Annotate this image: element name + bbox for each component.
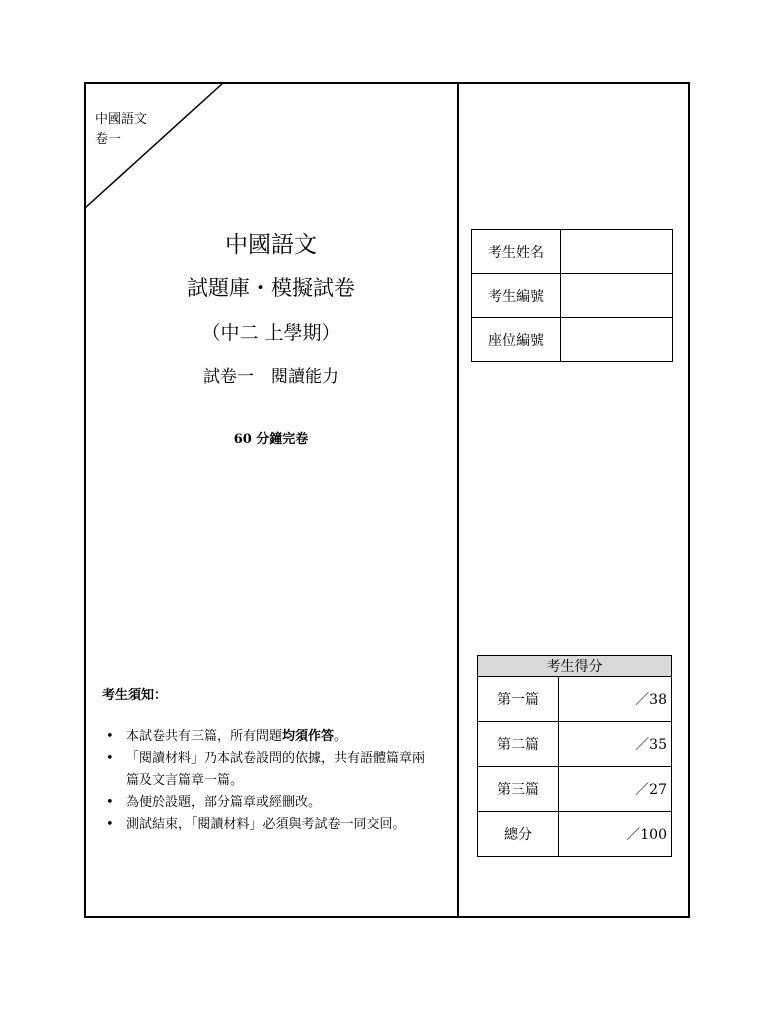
list-item [106,748,436,792]
table-row [478,722,672,767]
score-table [477,655,672,857]
title-level: （中二 上學期） [201,322,341,344]
seat-number-field[interactable] [561,318,673,362]
corner-label [95,110,147,150]
title-subject: 中國語文 [225,232,317,258]
candidate-info-table [471,229,673,362]
section1-label: 第一篇 [478,677,559,722]
table-row [478,812,672,857]
notice-list [106,726,436,836]
table-row [478,677,672,722]
section3-label: 第三篇 [478,767,559,812]
list-item [106,792,436,814]
table-row [478,767,672,812]
candidate-number-field[interactable] [561,274,673,318]
exam-duration: 60 分鐘完卷 [233,432,309,447]
notice-heading: 考生須知： [102,688,168,703]
bullet-icon: • [106,795,114,810]
bullet-icon: • [106,751,114,766]
corner-paper: 卷一 [95,132,122,147]
title-bank: 試題庫・模擬試卷 [187,276,355,300]
list-item [106,726,436,748]
title-paper: 試卷一 閱讀能力 [203,367,339,387]
candidate-name-field[interactable] [561,230,673,274]
column-divider [457,82,459,918]
score-heading: 考生得分 [478,656,672,677]
table-row [472,318,673,362]
seat-number-label: 座位編號 [472,318,561,362]
list-item [106,814,436,836]
notice-emphasis: 均須作答 [282,729,335,744]
table-header-row [478,656,672,677]
candidate-number-label: 考生編號 [472,274,561,318]
notice-text: 為便於設題，部分篇章或經刪改。 [126,795,322,810]
section2-label: 第二篇 [478,722,559,767]
corner-subject: 中國語文 [95,112,148,127]
notice-text: 「閱讀材料」乃本試卷設問的依據，共有語體篇章兩篇及文言篇章一篇。 [126,751,426,788]
candidate-name-label: 考生姓名 [472,230,561,274]
section1-score: ／38 [559,677,672,722]
table-row [472,230,673,274]
notice-text: 測試結束，「閱讀材料」必須與考試卷一同交回。 [126,817,406,832]
notice-text: 。 [334,729,348,744]
notice-text: 本試卷共有三篇，所有問題 [126,729,283,744]
section3-score: ／27 [559,767,672,812]
total-label: 總分 [478,812,559,857]
total-score: ／100 [559,812,672,857]
section2-score: ／35 [559,722,672,767]
table-row [472,274,673,318]
bullet-icon: • [106,817,114,832]
bullet-icon: • [106,729,114,744]
